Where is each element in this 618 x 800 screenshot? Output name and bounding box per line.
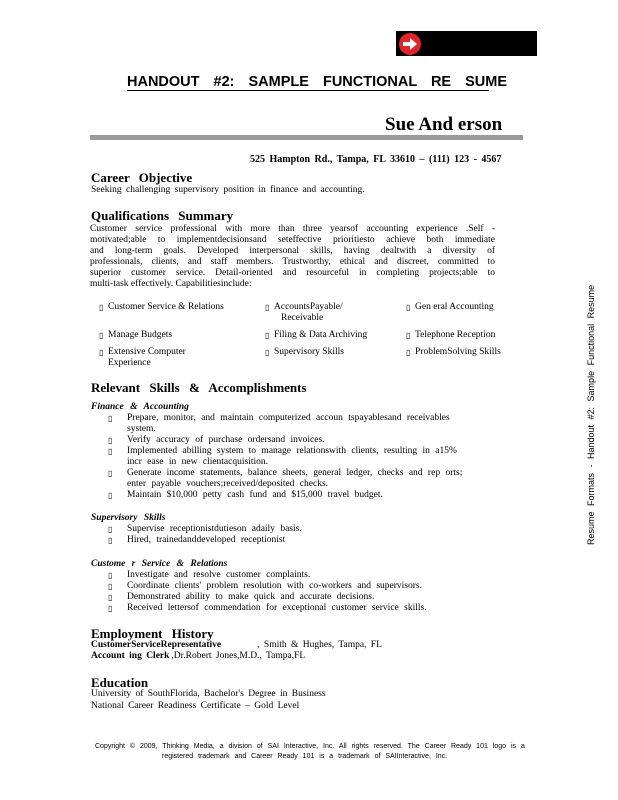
- bullet-icon: ▯: [99, 331, 104, 340]
- bullet-icon: ▯: [108, 571, 113, 580]
- bullet-icon: ▯: [99, 348, 104, 357]
- capability-label: Supervisory Skills: [274, 347, 344, 357]
- list-item-text-continued: incr ease in new clientacquisition.: [127, 457, 268, 467]
- bullet-icon: ▯: [406, 348, 411, 357]
- qualifications-line: Customer service professional with more than three yearsof accounting experience .Self -: [90, 224, 495, 234]
- skills-heading: Relevant Skills & Accomplishments: [91, 380, 307, 395]
- list-item-text: Maintain $10,000 petty cash fund and $15,000 travel budget.: [127, 490, 383, 500]
- bullet-icon: ▯: [108, 582, 113, 591]
- qualifications-line: and long-term goals. Developed interpersonal skills, having dealtwith a diversity of: [90, 246, 495, 256]
- list-item-text: Hired, trainedanddeveloped receptionist: [127, 535, 286, 545]
- bullet-icon: ▯: [265, 348, 270, 357]
- handout-title: HANDOUT #2: SAMPLE FUNCTIONAL RE SUME: [127, 74, 508, 90]
- capability-label-continued: Experience: [108, 358, 151, 368]
- bullet-icon: ▯: [108, 436, 113, 445]
- bullet-icon: ▯: [265, 331, 270, 340]
- education-line: National Career Readiness Certificate – Gold Level: [91, 701, 300, 711]
- job-entry: [91, 651, 305, 662]
- bullet-icon: ▯: [108, 469, 113, 478]
- list-item-text: Coordinate clients' problem resolution with co-workers and supervisors.: [127, 581, 422, 591]
- job-title: Account ing Clerk: [91, 651, 170, 661]
- employment-heading: Employment History: [91, 626, 214, 641]
- job-detail: , Smith & Hughes, Tampa, FL: [257, 640, 382, 650]
- bullet-icon: ▯: [108, 491, 113, 500]
- career-objective-text: Seeking challenging supervisory position in finance and accounting.: [91, 185, 365, 195]
- qualifications-line: professionals, clients, and staff members. Trustworthy, ethical and discreet, committed to: [90, 257, 495, 267]
- list-item-text: Generate income statements, balance sheets, general ledger, checks and rep orts;: [127, 468, 463, 478]
- list-item-text: Supervise receptionistdutieson adaily basis.: [127, 524, 302, 534]
- list-item-text: Received lettersof commendation for exceptional customer service skills.: [127, 603, 427, 613]
- list-item-text: Investigate and resolve customer complaints.: [127, 570, 311, 580]
- capability-label: Telephone Reception: [415, 330, 496, 340]
- qualifications-line: multi-task effectively. Capabilitiesinclude:: [90, 279, 252, 289]
- finance-subheading: Finance & Accounting: [91, 402, 189, 412]
- supervisory-subheading: Supervisory Skills: [91, 513, 166, 523]
- capability-label: Gen eral Accounting: [415, 302, 494, 312]
- job-title: CustomerServiceRepresentative: [91, 640, 222, 650]
- bullet-icon: ▯: [265, 303, 270, 312]
- capability-label: AccountsPayable/: [274, 302, 343, 312]
- list-item-text: Implemented abilling system to manage relationswith clients, resulting in a15%: [127, 446, 457, 456]
- name-divider: [90, 135, 523, 140]
- vertical-sidebar-title: Resume Formats - Handout #2: Sample Functional Resume: [586, 284, 596, 545]
- list-item-text: Prepare, monitor, and maintain computerized accoun tspayablesand receivables: [127, 413, 450, 423]
- qualifications-paragraph: [90, 224, 495, 290]
- customer-service-subheading: Custome r Service & Relations: [91, 559, 228, 569]
- bullet-icon: ▯: [108, 604, 113, 613]
- education-line: University of SouthFlorida, Bachelor's Degree in Business: [91, 689, 326, 699]
- capability-label: ProblemSolving Skills: [415, 347, 501, 357]
- capability-label-continued: Receivable: [281, 313, 324, 323]
- list-item-text: Demonstrated ability to make quick and accurate decisions.: [127, 592, 375, 602]
- handout-title-underline: [127, 90, 489, 91]
- list-item-text: Verify accuracy of purchase ordersand invoices.: [127, 435, 325, 445]
- capability-label: Filing & Data Archiving: [274, 330, 368, 340]
- job-detail: ,Dr.Robert Jones,M.D., Tampa,FL: [171, 651, 306, 661]
- resume-name: Sue And erson: [385, 114, 503, 135]
- qualifications-heading: Qualifications Summary: [91, 208, 234, 223]
- qualifications-line: superior customer service. Detail-oriented and resourceful in completing projects;able to: [90, 268, 495, 278]
- list-item-text-continued: enter payable vouchers;received/deposited checks.: [127, 479, 329, 489]
- contact-address: 525 Hampton Rd., Tampa, FL 33610 – (111) 123 - 4567: [250, 154, 502, 165]
- bullet-icon: ▯: [108, 525, 113, 534]
- bullet-icon: ▯: [108, 593, 113, 602]
- copyright-line: registered trademark and Career Ready 101 is a trademark of SAIInteractive, Inc.: [162, 753, 448, 760]
- bullet-icon: ▯: [99, 303, 104, 312]
- education-heading: Education: [91, 675, 149, 690]
- list-item-text-continued: system.: [127, 424, 156, 434]
- capability-label: Customer Service & Relations: [108, 302, 224, 312]
- bullet-icon: ▯: [406, 331, 411, 340]
- qualifications-line: motivated;able to implementdecisionsand seteffective prioritiesto achieve both immediate: [90, 235, 495, 245]
- bullet-icon: ▯: [108, 536, 113, 545]
- career-objective-heading: Career Objective: [91, 170, 193, 185]
- bullet-icon: ▯: [108, 447, 113, 456]
- job-entry: [91, 640, 382, 651]
- capability-label: Manage Budgets: [108, 330, 173, 340]
- copyright-line: Copyright © 2009, Thinking Media, a division of SAI Interactive, Inc. All rights reserved. The Career Ready 101 logo is a: [95, 743, 525, 750]
- bullet-icon: ▯: [108, 414, 113, 423]
- bullet-icon: ▯: [406, 303, 411, 312]
- right-arrow-icon[interactable]: [399, 33, 421, 55]
- capability-label: Extensive Computer: [108, 347, 186, 357]
